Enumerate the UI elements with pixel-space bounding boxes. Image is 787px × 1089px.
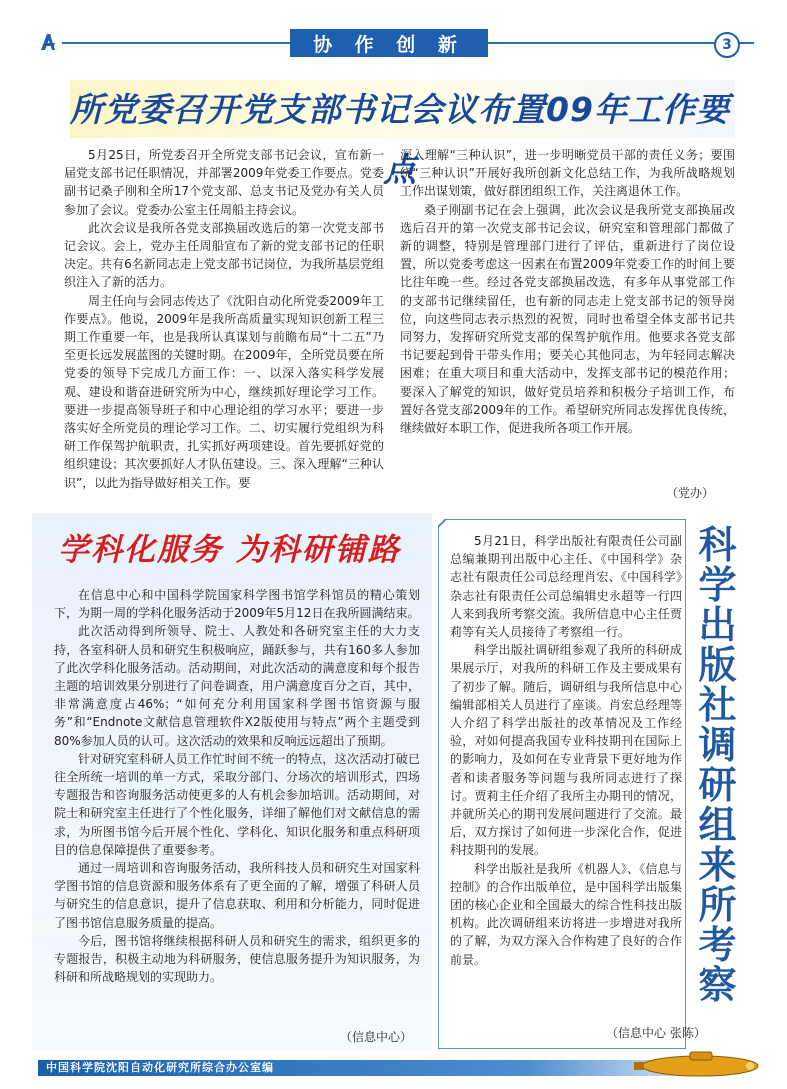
article1-right-column (400, 146, 735, 437)
page-number: 3 (714, 32, 740, 58)
article1-title: 所党委召开党支部书记会议布置09年工作要点 (70, 90, 730, 189)
paragraph: 桑子刚副书记在会上强调，此次会议是我所党支部换届改选后召开的第一次党支部书记会议，研究室和管理部门都做了新的调整，特别是管理部门进行了评估，重新进行了岗位设置，所以党委考虑这一因素在布置2009年党委工作的时间上要比往年晚一些。经过各党支部换届改选，有多年从事党部工作的支部书记继续留任，也有新的同志走上党支部书记的领导岗位，向这些同志表示热烈的祝贺，同时也希望全体支部书记共同努力，发挥研究所党支部的保驾护航作用。他要求各党支部书记要起到骨干带头作用；要关心其他同志，为年轻同志解决困难；在重大项目和重大活动中，发挥支部书记的模范作用；要深入了解党的知识，做好党员培养和积极分子培训工作，布置好各党支部2009年的工作。希望研究所同志发挥优良传统，继续做好本职工作，促进我所各项工作开展。 (400, 202, 735, 436)
paragraph: 科学出版社调研组参观了我所的科研成果展示厅，对我所的科研工作及主要成果有了初步了解。随后，调研组与我所信息中心编辑部相关人员进行了座谈。肖宏总经理等人介绍了科学出版社的改革情况及工作经验，对如何提高我国专业科技期刊在国际上的影响力，及如何在专业背景下更好地为作者和读者服务等问题与我所同志进行了探讨。贾莉主任介绍了我所主办期刊的情况，并就所关心的期刊发展问题进行了交流。最后，双方探讨了如何进一步深化合作，促进科技期刊的发展。 (450, 643, 682, 858)
paragraph: 此次活动得到所领导、院士、人教处和各研究室主任的大力支持，各室科研人员和研究生积极响应，踊跃参与，共有160多人参加了此次学科化服务活动。活动期间，对此次活动的满意度和每个报告主题的培训效果分别进行了问卷调查，用户满意度百分之百，其中，非常满意度占46%；“如何充分利用国家科学图书馆资源与服务”和“Endnote文献信息管理软件X2版使用与特点”两个主题受到80%参加人员的认可。这次活动的效果和反响远远超出了预期。 (54, 624, 420, 748)
article3-title: 科学出版社调研组来所考察 (698, 523, 737, 1007)
paragraph: 通过一周培训和咨询服务活动，我所科技人员和研究生对国家科学图书馆的信息资源和服务体系有了更全面的了解，增强了科研人员与研究生的信息意识，提升了信息获取、利用和分析能力，同时促进了图书馆信息服务质量的提高。 (54, 861, 420, 930)
section-name: 协 作 创 新 (313, 33, 465, 56)
paragraph: 今后，图书馆将继续根据科研人员和研究生的需求，组织更多的专题报告，积极主动地为科研服务，使信息服务提升为知识服务，为科研和所战略规划的实现助力。 (54, 933, 420, 985)
article2-signature: （信息中心） (340, 1030, 413, 1044)
paragraph: 此次会议是我所各党支部换届改选后的第一次党支部书记会议。会上，党办主任周船宣布了新的党支部书记的任职决定。共有6名新同志走上党支部书记岗位，为我所基层党组织注入了新的活力。 (64, 220, 384, 290)
paragraph: 5月25日，所党委召开全所党支部书记会议，宣布新一届党支部书记任职情况，并部署2009年党委工作要点。党委副书记桑子刚和全所17个党支部、总支书记及党办有关人员参加了会议。党委办公室主任周船主持会议。 (64, 148, 384, 217)
article2-body (54, 586, 420, 986)
article3-signature: （信息中心 张陈） (606, 1026, 706, 1040)
institute-logo-icon (38, 32, 58, 52)
submarine-icon (620, 1040, 770, 1080)
article2-title: 学科化服务 为科研铺路 (58, 532, 401, 568)
article1-signature: （党办） (666, 486, 715, 500)
paragraph: 深入理解“三种认识”，进一步明晰党员干部的责任义务；要围绕“三种认识”开展好我所创新文化总结工作，为我所战略规划工作出谋划策，做好群团组织工作，关注离退休工作。 (400, 148, 735, 199)
paragraph: 5月21日，科学出版社有限责任公司副总编兼期刊出版中心主任、《中国科学》杂志社有限责任公司总经理肖宏、《中国科学》杂志社有限责任公司总编辑史永超等一行四人来到我所考察交流。我所信息中心主任贾莉等有关人员接待了考察组一行。 (450, 534, 682, 640)
paragraph: 科学出版社是我所《机器人》、《信息与控制》的合作出版单位，是中国科学出版集团的核心企业和全国最大的综合性科技出版机构。此次调研组来访将进一步增进对我所的了解，为双方深入合作构建了良好的合作前景。 (450, 861, 682, 967)
article3-body (450, 532, 682, 969)
section-header (290, 29, 488, 57)
paragraph: 在信息中心和中国科学院国家科学图书馆学科馆员的精心策划下，为期一周的学科化服务活动于2009年5月12日在我所圆满结束。 (54, 588, 420, 621)
paragraph: 针对研究室科研人员工作忙时间不统一的特点，这次活动打破已往全所统一培训的单一方式，采取分部门、分场次的培训形式，四场专题报告和咨询服务活动使更多的人有机会参加培训。活动期间，对院士和研究室主任进行了个性化服务，详细了解他们对文献信息的需求，为所图书馆今后开展个性化、学科化、知识化服务和重点科研项目的信息保障提供了重要参考。 (54, 751, 420, 857)
article1-left-column (64, 146, 384, 492)
footer-text: 中国科学院沈阳自动化研究所综合办公室编 (46, 1061, 274, 1074)
paragraph: 周主任向与会同志传达了《沈阳自动化所党委2009年工作要点》。他说，2009年是我所高质量实现知识创新工程三期工作重要一年，也是我所认真谋划与前瞻布局“十二五”乃至更长远发展蓝图的关键时期。在2009年，全所党员要在所党委的领导下完成几方面工作：一、以深入落实科学发展观、建设和谐奋进研究所为中心，继续抓好理论学习工作。要进一步提高领导班子和中心理论组的学习水平；要进一步落实好全所党员的理论学习工作。二、切实履行党组织为科研工作保驾护航职责，扎实抓好两项建设。首先要抓好党的组织建设；其次要抓好人才队伍建设。三、深入理解“三种认识”，以此为指导做好相关工作。要 (64, 293, 384, 490)
